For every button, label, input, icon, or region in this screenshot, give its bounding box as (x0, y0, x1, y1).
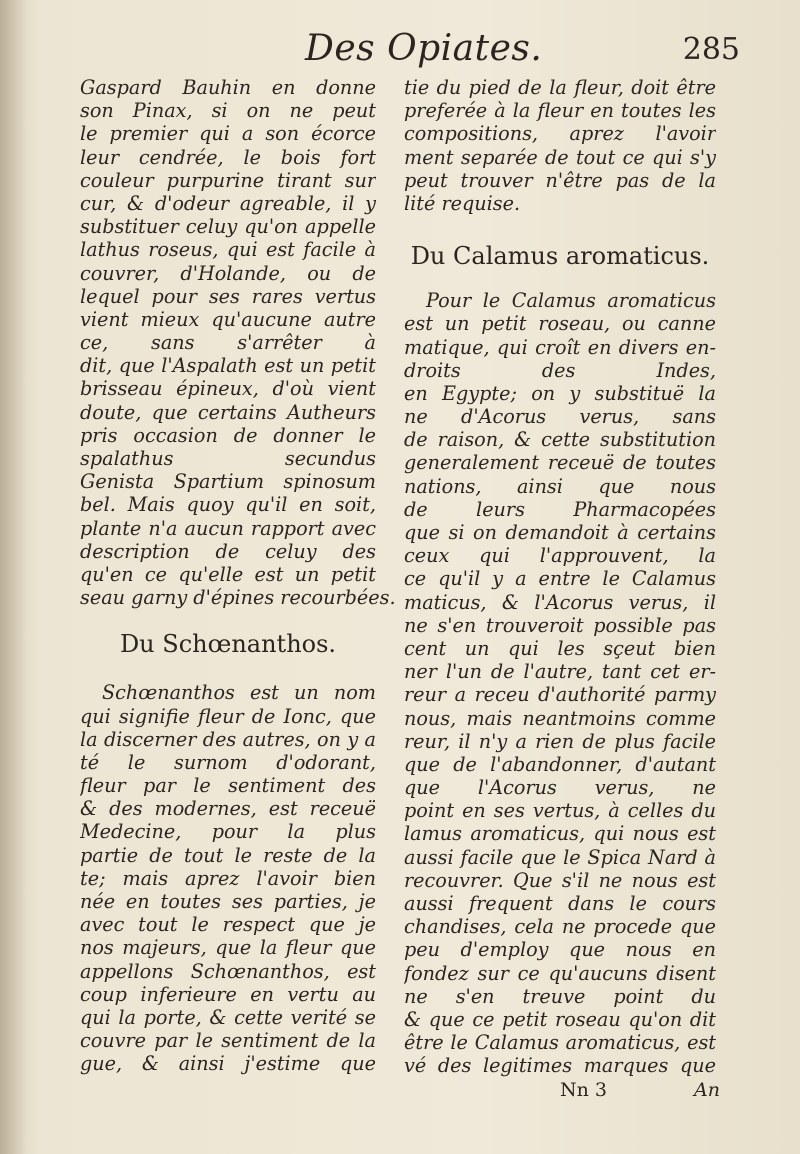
page-footer (560, 1078, 720, 1102)
text-line: son Pinax, si on ne peut (80, 99, 376, 123)
right-paragraph-calamus (404, 289, 716, 1077)
text-line: dit, que l'Aspalath est un petit (80, 354, 376, 378)
section-heading-calamus: Du Calamus aromaticus. (410, 242, 710, 271)
text-line: té le surnom d'odorant, (80, 750, 376, 774)
text-line: qui la porte, & cette verité se (80, 1005, 376, 1029)
text-line: spalathus secundus (80, 447, 376, 470)
page-header (80, 22, 740, 72)
text-line: recouvrer. Que s'il ne nous est (404, 868, 716, 892)
text-line: point en ses vertus, à celles du (404, 799, 716, 823)
text-line: Gaspard Bauhin en donne (80, 76, 376, 99)
text-line: partie de tout le reste de la (80, 843, 376, 867)
left-column (80, 76, 396, 1076)
text-line: née en toutes ses parties, je (80, 890, 376, 913)
left-paragraph-bauhin (80, 76, 396, 610)
text-line: ment separée de tout ce qui s'y (404, 145, 716, 169)
text-line: reur, il n'y a rien de plus facile (404, 729, 716, 753)
text-line: appellons Schœnanthos, est (80, 959, 376, 983)
text-line: leur cendrée, le bois fort (80, 145, 376, 169)
text-line: nos majeurs, que la fleur que (80, 936, 376, 960)
text-line: lequel pour ses rares vertus (80, 284, 376, 308)
page-gutter-shadow (0, 0, 26, 1154)
text-line: Genista Spartium spinosum (80, 470, 376, 494)
section-heading-schoenanthos: Du Schœnanthos. (119, 630, 337, 659)
text-line: bel. Mais quoy qu'il en soit, (80, 493, 376, 517)
text-line: ce, sans s'arrêter à (80, 331, 376, 355)
text-line: generalement receuë de toutes (404, 451, 716, 475)
text-line: substituer celuy qu'on appelle (80, 215, 376, 239)
text-line: ce qu'il y a entre le Calamus (404, 567, 716, 591)
text-line: couvre par le sentiment de la (80, 1029, 376, 1053)
text-line: nations, ainsi que nous (404, 474, 716, 498)
text-line: ne s'en treuve point du (404, 984, 716, 1008)
text-line: lité requise. (404, 191, 521, 215)
text-line: qu'en ce qu'elle est un petit (80, 562, 376, 586)
text-line: le premier qui a son écorce (80, 122, 376, 146)
text-line: aussi facile que le Spica Nard à (404, 845, 716, 869)
text-line: lamus aromaticus, qui nous est (404, 822, 716, 846)
left-paragraph-schoenanthos (80, 681, 376, 1075)
text-line: maticus, & l'Acorus verus, il (404, 590, 716, 614)
text-line: vé des legitimes marques que (404, 1054, 716, 1078)
text-line: doute, que certains Autheurs (80, 400, 376, 424)
text-line: Medecine, pour la plus (80, 820, 376, 844)
text-line: preferée à la fleur en toutes les (404, 99, 716, 123)
text-line: coup inferieure en vertu au (80, 982, 376, 1006)
text-line: ne s'en trouveroit possible pas (404, 613, 716, 637)
text-line: droits des Indes, (404, 358, 716, 382)
text-line: chandises, cela ne procede que (404, 915, 716, 939)
text-line: gue, & ainsi j'estime que (80, 1052, 376, 1076)
text-line: nous, mais neantmoins comme (404, 706, 716, 730)
text-line: pris occasion de donner le (80, 423, 376, 447)
text-line: reur a receu d'authorité parmy (404, 683, 716, 707)
text-line: plante n'a aucun rapport avec (80, 516, 376, 540)
text-line: que si on demandoit à certains (404, 521, 716, 544)
text-line: ner l'un de l'autre, tant cet er- (404, 660, 716, 684)
text-line: couleur purpurine tirant sur (80, 168, 376, 192)
text-line: Schœnanthos est un nom (102, 681, 376, 705)
text-line: brisseau épineux, d'où vient (80, 377, 376, 401)
text-line: te; mais aprez l'avoir bien (80, 866, 376, 890)
text-line: que l'Acorus verus, ne (404, 776, 716, 800)
text-line: couvrer, d'Holande, ou de (80, 261, 376, 285)
text-line: & des modernes, est receuë (80, 797, 376, 821)
text-line: peu d'employ que nous en (404, 938, 716, 962)
text-line: Pour le Calamus aromaticus (426, 289, 716, 313)
signature-mark: Nn 3 (560, 1079, 607, 1101)
text-line: & que ce petit roseau qu'on dit (404, 1007, 716, 1031)
running-title: Des Opiates. (305, 28, 543, 69)
right-column (404, 76, 716, 1078)
text-line: cur, & d'odeur agreable, il y (80, 191, 376, 215)
text-line: cent un qui les sçeut bien (404, 636, 716, 660)
right-paragraph-continuation (404, 76, 716, 215)
text-line: peut trouver n'être pas de la (404, 168, 716, 192)
text-line: description de celuy des (80, 539, 376, 563)
text-line: vient mieux qu'aucune autre (80, 307, 376, 331)
text-line: ceux qui l'approuvent, la (404, 544, 716, 568)
text-line: aussi frequent dans le cours (404, 892, 716, 915)
page-number: 285 (682, 32, 740, 67)
catchword: An (694, 1079, 720, 1101)
text-line: ne d'Acorus verus, sans (404, 405, 716, 429)
text-line: la discerner des autres, on y a (80, 727, 376, 751)
text-line: lathus roseus, qui est facile à (80, 238, 376, 262)
text-line: fleur par le sentiment des (80, 774, 376, 798)
text-line: est un petit roseau, ou canne (404, 312, 716, 336)
text-line: matique, qui croît en divers en- (404, 335, 716, 359)
text-line: être le Calamus aromaticus, est (404, 1031, 716, 1055)
text-line: tie du pied de la fleur, doit être (404, 76, 716, 99)
text-line: compositions, aprez l'avoir (404, 122, 716, 146)
text-line: en Egypte; on y substituë la (404, 381, 716, 405)
text-line: fondez sur ce qu'aucuns disent (404, 961, 716, 985)
text-line: avec tout le respect que je (80, 913, 376, 937)
text-line: de leurs Pharmacopées (404, 497, 716, 521)
text-line: que de l'abandonner, d'autant (404, 752, 716, 776)
text-line: qui signifie fleur de Ionc, que (80, 704, 376, 728)
text-line: de raison, & cette substitution (404, 428, 716, 452)
text-line: seau garny d'épines recourbées. (80, 586, 396, 610)
